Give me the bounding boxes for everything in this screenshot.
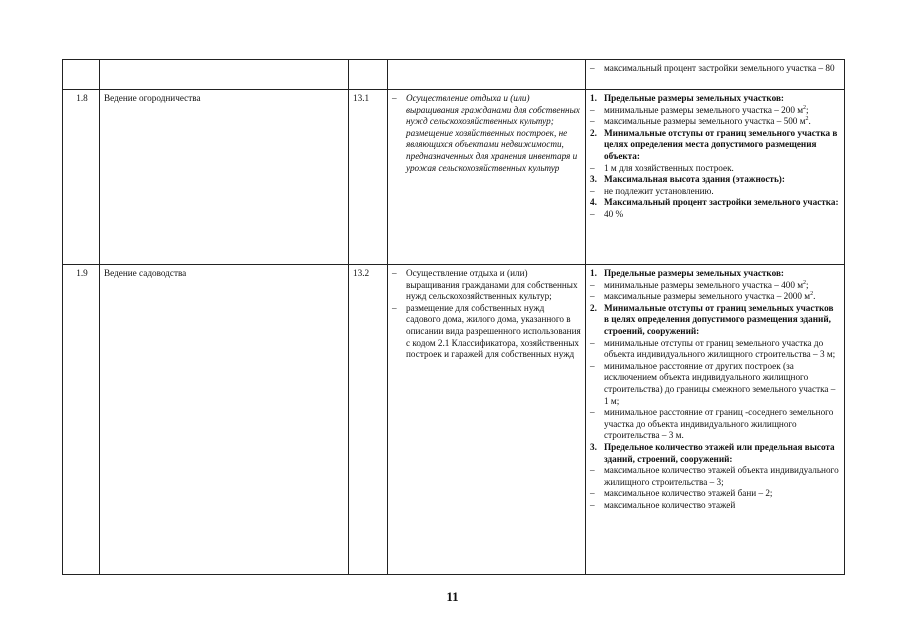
parameter-item <box>590 105 840 117</box>
parameter-number: 1. <box>590 93 597 103</box>
parameter-heading <box>590 268 840 280</box>
description-item <box>392 303 581 361</box>
superscript: 2 <box>805 116 809 123</box>
description-text: Осуществление отдыха и (или) выращивания гражданами для собственных нужд сельскохозяйственных культур; размещение хозяйственных построек, не являющихся объектами недвижимости, предназначенных для хранения инвентаря и урожая сельскохозяйственных культур <box>406 93 580 173</box>
parameter-text <box>604 163 840 175</box>
description-item <box>392 268 581 303</box>
use-description-cell <box>388 265 586 575</box>
parameter-text <box>604 488 840 500</box>
parameter-item <box>590 338 840 361</box>
parameter-value: 40 % <box>604 208 624 219</box>
parameter-item <box>590 280 840 292</box>
parameter-value: 1 м для хозяйственных построек. <box>604 162 734 173</box>
zoning-table <box>62 59 845 575</box>
table-row <box>63 60 845 90</box>
parameter-item <box>590 163 840 175</box>
dash-marker: – <box>392 93 397 103</box>
use-name: Ведение огородничества <box>104 93 201 103</box>
use-name-cell <box>100 60 349 90</box>
parameter-item <box>590 465 840 488</box>
table-row <box>63 265 845 575</box>
dash-marker: – <box>590 465 595 476</box>
parameter-item <box>590 116 840 128</box>
punctuation: . <box>808 116 811 127</box>
parameter-heading-text: Максимальная высота здания (этажность): <box>604 174 785 185</box>
parameter-value: максимальное количество этажей объекта индивидуального жилищного строительства – 3; <box>604 465 839 487</box>
row-number-cell <box>63 60 100 90</box>
dash-marker: – <box>590 360 595 371</box>
dash-marker: – <box>590 104 595 115</box>
parameter-number: 3. <box>590 441 597 452</box>
use-code-cell <box>349 265 388 575</box>
parameter-heading <box>590 174 840 186</box>
parameter-text <box>604 407 840 442</box>
parameter-text <box>604 361 840 407</box>
page-number: 11 <box>446 589 459 604</box>
punctuation: ; <box>806 104 809 115</box>
use-code: 13.2 <box>353 268 370 278</box>
parameters-cell <box>586 90 845 265</box>
parameter-value: максимальные размеры земельного участка – 500 м <box>604 116 806 127</box>
parameter-value: максимальное количество этажей бани – 2; <box>604 488 773 499</box>
parameter-number: 2. <box>590 302 597 313</box>
parameter-text <box>604 280 840 292</box>
parameter-heading <box>590 197 840 209</box>
use-description-cell <box>388 60 586 90</box>
parameter-text <box>604 209 840 221</box>
dash-marker: – <box>590 291 595 302</box>
row-number-cell <box>63 90 100 265</box>
row-number: 1.8 <box>76 93 88 103</box>
dash-marker: – <box>590 279 595 290</box>
use-name: Ведение садоводства <box>104 268 187 278</box>
parameter-item <box>590 63 840 75</box>
superscript: 2 <box>803 279 807 286</box>
use-name-cell <box>100 90 349 265</box>
parameter-text <box>604 63 840 75</box>
use-code-cell <box>349 90 388 265</box>
parameter-value: минимальное расстояние от других построек (за исключением объекта индивидуального жилищного строительства) до границы смежного земельного участка – 1 м; <box>604 360 836 406</box>
superscript: 2 <box>810 291 814 298</box>
parameter-text <box>604 105 840 117</box>
row-number: 1.9 <box>76 268 88 278</box>
parameter-heading-text: Минимальные отступы от границ земельного участка в целях определения места допустимого размещения объекта: <box>604 127 838 161</box>
parameter-text <box>604 465 840 488</box>
superscript: 2 <box>803 104 807 111</box>
parameter-item <box>590 407 840 442</box>
parameter-value: минимальные размеры земельного участка – 400 м <box>604 279 804 290</box>
dash-marker: – <box>590 63 595 73</box>
use-description-cell <box>388 90 586 265</box>
parameter-number: 3. <box>590 174 597 185</box>
parameter-heading-text: Минимальные отступы от границ земельных участков в целях определения допустимого размещения зданий, строений, сооружений: <box>604 302 834 336</box>
parameter-number: 1. <box>590 268 597 278</box>
use-name-cell <box>100 265 349 575</box>
parameter-item <box>590 488 840 500</box>
parameter-text <box>604 291 840 303</box>
punctuation: . <box>813 291 816 302</box>
description-text: размещение для собственных нужд садового дома, жилого дома, указанного в описании вида разрешенного использования с кодом 2.1 Классификатора, хозяйственных построек и гаражей для собственных нужд <box>406 302 581 360</box>
use-code: 13.1 <box>353 93 370 103</box>
description-item <box>392 93 581 174</box>
dash-marker: – <box>590 116 595 127</box>
parameter-text <box>604 116 840 128</box>
parameter-heading <box>590 442 840 465</box>
parameter-item <box>590 500 840 512</box>
parameter-item <box>590 209 840 221</box>
parameter-text <box>604 338 840 361</box>
parameter-heading-text: Максимальный процент застройки земельного участка: <box>604 197 839 208</box>
description-text: Осуществление отдыха и (или) выращивания гражданами для собственных нужд сельскохозяйственных культур; <box>406 268 578 302</box>
parameter-number: 4. <box>590 197 597 208</box>
parameter-value: максимальное количество этажей <box>604 499 736 510</box>
parameter-value: максимальный процент застройки земельного участка – 80 <box>604 63 835 73</box>
parameter-heading <box>590 93 840 105</box>
parameter-value: минимальное расстояние от границ -соседнего земельного участка до объекта индивидуального жилищного строительства – 3 м. <box>604 407 834 441</box>
dash-marker: – <box>392 302 397 313</box>
parameter-text <box>604 500 840 512</box>
parameter-heading-text: Предельное количество этажей или предельная высота зданий, строений, сооружений: <box>604 441 835 464</box>
dash-marker: – <box>590 407 595 418</box>
parameter-value: не подлежит установлению. <box>604 185 714 196</box>
parameter-value: минимальные размеры земельного участка – 200 м <box>604 104 804 115</box>
parameter-item <box>590 291 840 303</box>
dash-marker: – <box>590 208 595 219</box>
dash-marker: – <box>392 268 397 278</box>
table-row <box>63 90 845 265</box>
parameters-cell <box>586 60 845 90</box>
parameter-heading <box>590 303 840 338</box>
row-number-cell <box>63 265 100 575</box>
parameter-heading-text: Предельные размеры земельных участков: <box>604 93 784 103</box>
dash-marker: – <box>590 337 595 348</box>
parameter-text <box>604 186 840 198</box>
parameter-value: максимальные размеры земельного участка – 2000 м <box>604 291 811 302</box>
parameter-number: 2. <box>590 127 597 138</box>
parameter-item <box>590 361 840 407</box>
parameter-value: минимальные отступы от границ земельного участка до объекта индивидуального жилищного строительства – 3 м; <box>604 337 836 360</box>
dash-marker: – <box>590 185 595 196</box>
table-body <box>63 60 845 575</box>
parameter-heading <box>590 128 840 163</box>
punctuation: ; <box>806 279 809 290</box>
dash-marker: – <box>590 488 595 499</box>
dash-marker: – <box>590 162 595 173</box>
parameters-cell <box>586 265 845 575</box>
parameter-item <box>590 186 840 198</box>
use-code-cell <box>349 60 388 90</box>
dash-marker: – <box>590 499 595 510</box>
parameter-heading-text: Предельные размеры земельных участков: <box>604 268 784 278</box>
